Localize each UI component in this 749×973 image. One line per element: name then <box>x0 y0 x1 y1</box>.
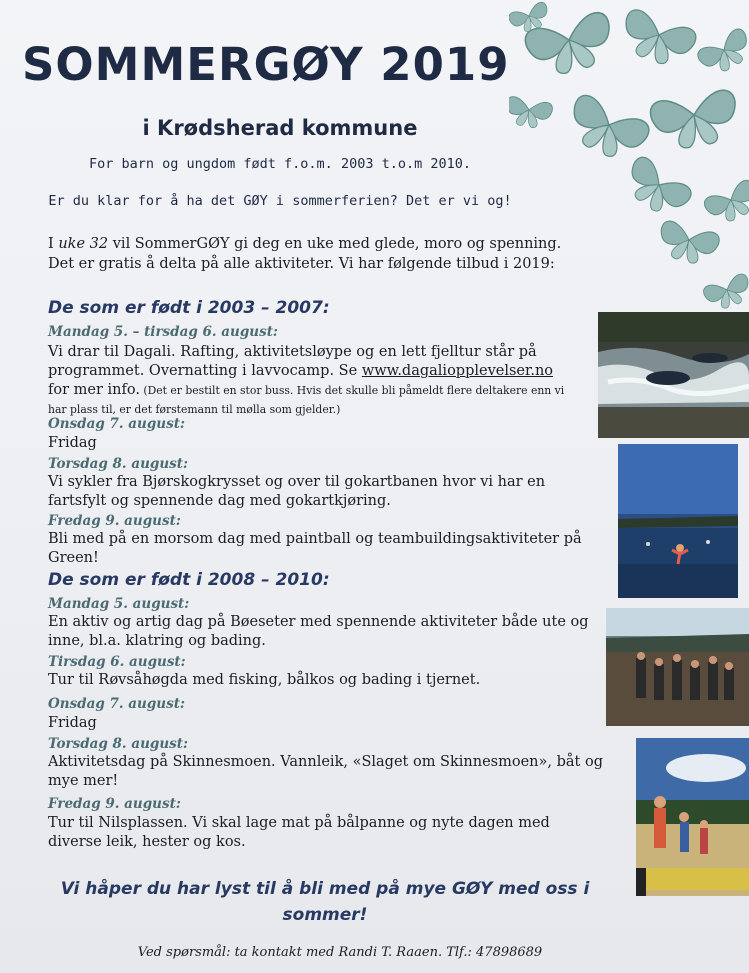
group1-day2-text: Fridag <box>48 435 97 451</box>
rafting-photo <box>598 312 749 438</box>
group2-day1-label: Mandag 5. august: <box>48 596 190 612</box>
question-line: Er du klar for å ha det GØY i sommerferien? Det er vi og! <box>48 193 512 209</box>
closing-message: Vi håper du har lyst til å bli med på mye GØY med oss i sommer! <box>60 879 590 925</box>
flyer-subtitle: i Krødsherad kommune <box>142 116 418 140</box>
contact-footer: Ved spørsmål: ta kontakt med Randi T. Raaen. Tlf.: 47898689 <box>137 945 543 960</box>
target-group: For barn og ungdom født f.o.m. 2003 t.o.m 2010. <box>88 156 471 172</box>
beach-kids-photo <box>636 738 749 896</box>
group2-heading: De som er født i 2008 – 2010: <box>48 570 330 590</box>
group2-day5-label: Fredag 9. august: <box>48 796 181 812</box>
group-outdoor-photo <box>606 608 749 726</box>
group2-day3-label: Onsdag 7. august: <box>48 696 185 712</box>
dagali-link[interactable]: www.dagaliopplevelser.no <box>361 363 554 379</box>
lake-swim-photo <box>618 444 738 598</box>
flyer-title: SOMMERGØY 2019 <box>22 38 510 91</box>
group1-day1-text: Vi drar til Dagali. Rafting, aktivitetsløype og en lett fjelltur står på programmet. Overnatting i lavvocamp. Se www.dagaliopplevelser.no for mer info. (Det er bestilt en stor buss. Hvis det skulle bli påmeldt flere deltakere enn vi har plass til, er det førstemann til mølla som gjelder.) <box>48 344 565 416</box>
group1-day3-label: Torsdag 8. august: <box>48 456 188 472</box>
group1-day1-label: Mandag 5. – tirsdag 6. august: <box>48 324 278 340</box>
group1-day4-text: Bli med på en morsom dag med paintball og teambuildingsaktiviteter på Green! <box>48 531 582 566</box>
group1-day2-label: Onsdag 7. august: <box>48 416 185 432</box>
group2-day5-text: Tur til Nilsplassen. Vi skal lage mat på bålpanne og nyte dagen med diverse leik, hester og kos. <box>48 815 550 850</box>
group2-day4-label: Torsdag 8. august: <box>48 736 188 752</box>
intro-text: I uke 32 vil SommerGØY gi deg en uke med glede, moro og spenning. Det er gratis å delta på alle aktiviteter. Vi har følgende tilbud i 2019: <box>48 236 562 272</box>
group2-day2-label: Tirsdag 6. august: <box>48 654 186 670</box>
group2-day1-text: En aktiv og artig dag på Bøeseter med spennende aktiviteter både ute og inne, bl.a. klatring og bading. <box>48 614 589 649</box>
group1-day3-text: Vi sykler fra Bjørskogkrysset og over til gokartbanen hvor vi har en fartsfylt og spennende dag med gokartkjøring. <box>48 474 546 509</box>
group2-day3-text: Fridag <box>48 715 97 731</box>
group2-day2-text: Tur til Røvsåhøgda med fisking, bålkos og bading i tjernet. <box>48 672 481 688</box>
group1-day4-label: Fredag 9. august: <box>48 513 181 529</box>
group2-day4-text: Aktivitetsdag på Skinnesmoen. Vannleik, «Slaget om Skinnesmoen», båt og mye mer! <box>48 754 603 789</box>
group1-heading: De som er født i 2003 – 2007: <box>48 298 330 318</box>
